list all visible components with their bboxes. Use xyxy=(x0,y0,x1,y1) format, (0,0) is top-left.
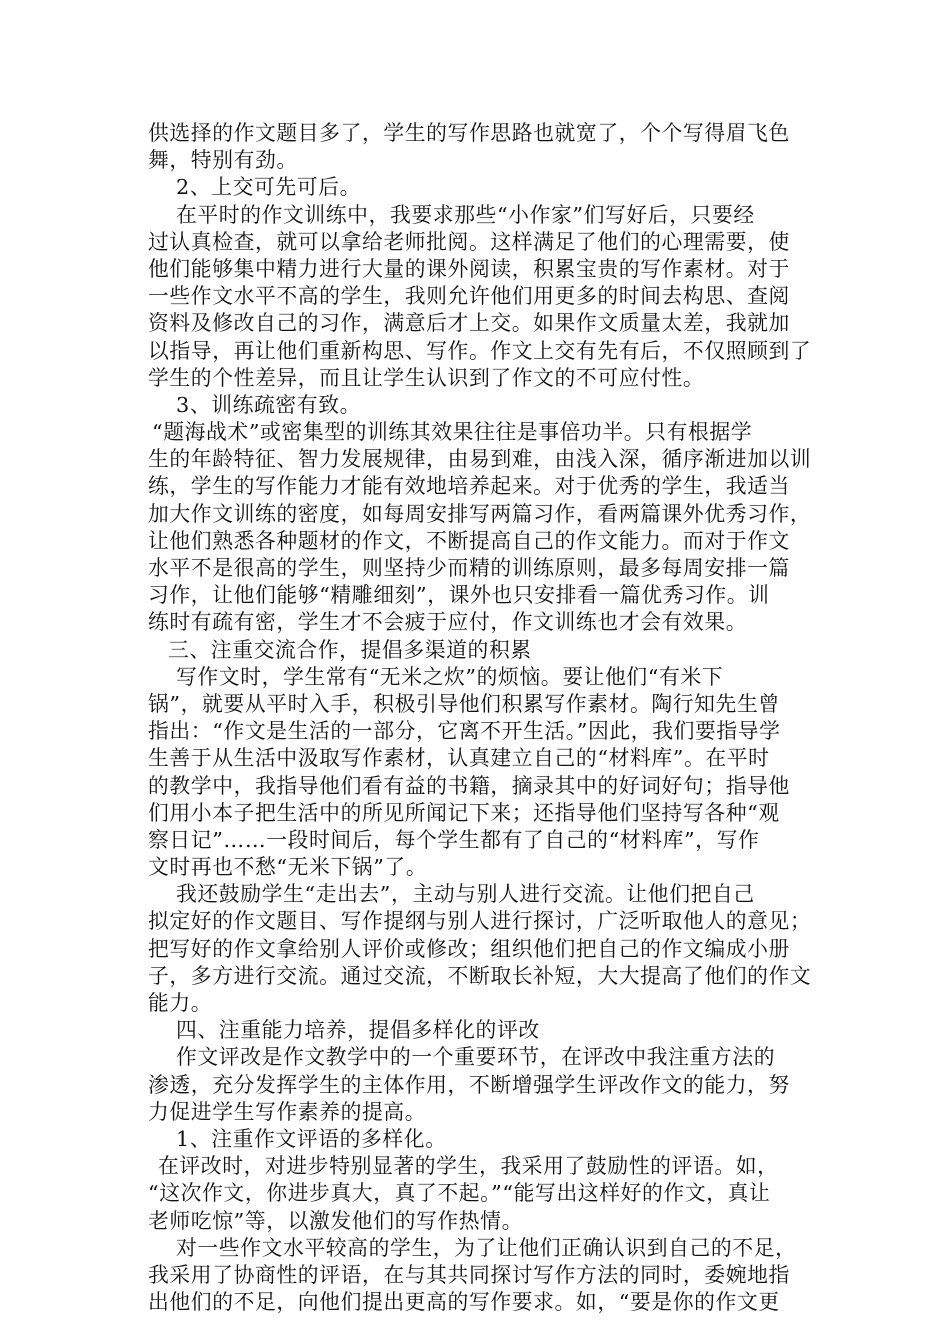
text-line: 写作文时，学生常有“无米之炊”的烦恼。要让他们“有米下 xyxy=(176,664,724,689)
text-line: 以指导，再让他们重新构思、写作。作文上交有先有后，不仅照顾到了 xyxy=(148,338,812,363)
text-line: 习作，让他们能够“精雕细刻”，课外也只安排看一篇优秀习作。训 xyxy=(148,583,770,608)
text-line: 察日记”……一段时间后，每个学生都有了自己的“材料库”，写作 xyxy=(148,827,760,852)
text-line: 在评改时，对进步特别显著的学生，我采用了鼓励性的评语。如， xyxy=(158,1154,779,1179)
text-line: 对一些作文水平较高的学生，为了让他们正确认识到自己的不足， xyxy=(176,1235,797,1260)
text-line: 在平时的作文训练中，我要求那些“小作家”们写好后，只要经 xyxy=(176,202,755,227)
text-line: 加大作文训练的密度，如每周安排写两篇习作，看两篇课外优秀习作， xyxy=(148,501,812,526)
text-line: 老师吃惊”等，以激发他们的写作热情。 xyxy=(148,1208,523,1233)
text-line: 四、注重能力培养，提倡多样化的评改 xyxy=(176,1018,540,1043)
text-line: 水平不是很高的学生，则坚持少而精的训练原则，最多每周安排一篇 xyxy=(148,556,790,580)
text-line: 生的年龄特征、智力发展规律，由易到难，由浅入深，循序渐进加以训 xyxy=(148,447,812,472)
text-line: 我还鼓励学生“走出去”，主动与别人进行交流。让他们把自己 xyxy=(176,882,755,907)
text-line: 力促进学生写作素养的提高。 xyxy=(148,1099,427,1124)
text-line: 一些作文水平不高的学生，我则允许他们用更多的时间去构思、查阅 xyxy=(148,284,790,309)
text-line: 练时有疏有密，学生才不会疲于应付，作文训练也才会有效果。 xyxy=(148,610,748,635)
text-line: 供选择的作文题目多了，学生的写作思路也就宽了，个个写得眉飞色 xyxy=(148,121,790,145)
text-line: 能力。 xyxy=(148,991,213,1015)
text-line: 我采用了协商性的评语，在与其共同探讨写作方法的同时，委婉地指 xyxy=(148,1262,790,1287)
text-line: 让他们熟悉各种题材的作文，不断提高自己的作文能力。而对于作文 xyxy=(148,528,790,553)
text-line: 作文评改是作文教学中的一个重要环节，在评改中我注重方法的 xyxy=(176,1045,776,1070)
text-line: 生善于从生活中汲取写作素材，认真建立自己的“材料库”。在平时 xyxy=(148,746,770,771)
text-line: 把写好的作文拿给别人评价或修改；组织他们把自己的作文编成小册 xyxy=(148,936,790,961)
text-line: 拟定好的作文题目、写作提纲与别人进行探讨，广泛听取他人的意见； xyxy=(148,909,812,934)
text-line: 文时再也不愁“无米下锅”了。 xyxy=(148,855,428,880)
text-line: 子，多方进行交流。通过交流，不断取长补短，大大提高了他们的作文 xyxy=(148,963,812,988)
text-line: 指出：“作文是生活的一部分，它离不开生活。”因此，我们要指导学 xyxy=(148,719,781,744)
text-line: 1、注重作文评语的多样化。 xyxy=(176,1126,447,1151)
text-line: 出他们的不足，向他们提出更高的写作要求。如，“要是你的作文更 xyxy=(148,1290,780,1315)
text-line: 锅”，就要从平时入手，积极引导他们积累写作素材。陶行知先生曾 xyxy=(148,691,780,716)
text-line: 过认真检查，就可以拿给老师批阅。这样满足了他们的心理需要，使 xyxy=(148,229,790,254)
document-body xyxy=(148,120,818,1316)
text-line: 资料及修改自己的习作，满意后才上交。如果作文质量太差，我就加 xyxy=(148,311,790,336)
text-line: “题海战术”或密集型的训练其效果往往是事倍功半。只有根据学 xyxy=(152,420,753,445)
text-line: 的教学中，我指导他们看有益的书籍，摘录其中的好词好句；指导他 xyxy=(148,773,790,798)
text-line: 3、训练疏密有致。 xyxy=(176,392,362,417)
text-line: 他们能够集中精力进行大量的课外阅读，积累宝贵的写作素材。对于 xyxy=(148,256,790,281)
text-line: 2、上交可先可后。 xyxy=(176,175,362,200)
text-line: 学生的个性差异，而且让学生认识到了作文的不可应付性。 xyxy=(148,365,705,390)
text-line: 练，学生的写作能力才能有效地培养起来。对于优秀的学生，我适当 xyxy=(148,474,790,499)
text-line: 渗透，充分发挥学生的主体作用，不断增强学生评改作文的能力，努 xyxy=(148,1072,790,1097)
text-line: 舞，特别有劲。 xyxy=(148,148,298,173)
text-line: 们用小本子把生活中的所见所闻记下来；还指导他们坚持写各种“观 xyxy=(148,800,780,825)
text-line: 三、注重交流合作，提倡多渠道的积累 xyxy=(168,637,532,662)
text-line: “这次作文，你进步真大，真了不起。”“能写出这样好的作文，真让 xyxy=(148,1181,771,1206)
